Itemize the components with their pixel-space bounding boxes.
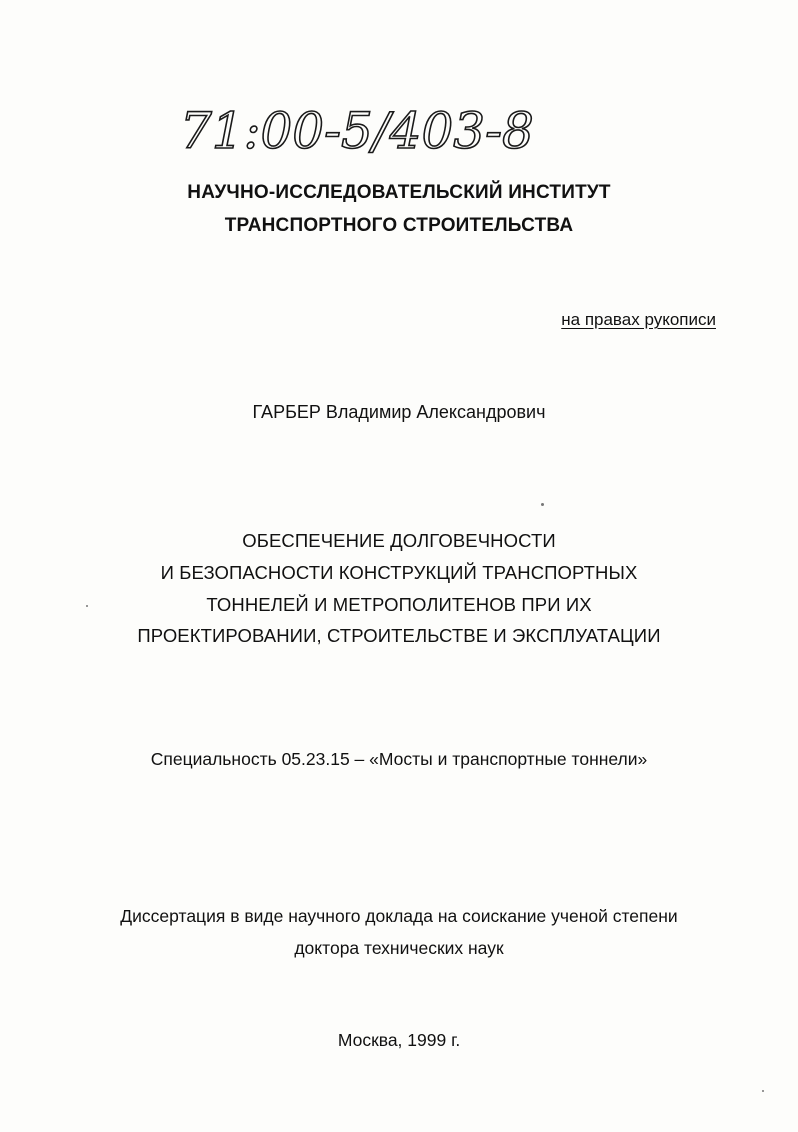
dissertation-type-line-1: Диссертация в виде научного доклада на соискание ученой степени — [120, 906, 678, 926]
scan-speck — [541, 503, 544, 506]
manuscript-rights-note: на правах рукописи — [561, 310, 716, 329]
institute-name-line-1: НАУЧНО-ИССЛЕДОВАТЕЛЬСКИЙ ИНСТИТУТ — [187, 182, 611, 203]
dissertation-type-line-2: доктора технических наук — [294, 938, 504, 958]
specialty: Специальность 05.23.15 – «Мосты и транспортные тоннели» — [150, 749, 648, 769]
institute-name-line-2: ТРАНСПОРТНОГО СТРОИТЕЛЬСТВА — [224, 215, 574, 236]
author-name: ГАРБЕР Владимир Александрович — [252, 402, 546, 422]
scan-speck — [86, 605, 88, 607]
archive-code-text: 71:00-5/403-8 — [180, 102, 534, 160]
title-line-2: И БЕЗОПАСНОСТИ КОНСТРУКЦИЙ ТРАНСПОРТНЫХ — [160, 562, 638, 583]
title-line-1: ОБЕСПЕЧЕНИЕ ДОЛГОВЕЧНОСТИ — [242, 530, 556, 551]
handwritten-archive-code — [0, 0, 798, 180]
title-line-3: ТОННЕЛЕЙ И МЕТРОПОЛИТЕНОВ ПРИ ИХ — [206, 594, 592, 615]
place-and-year: Москва, 1999 г. — [337, 1030, 461, 1050]
scan-speck — [762, 1090, 764, 1092]
title-line-4: ПРОЕКТИРОВАНИИ, СТРОИТЕЛЬСТВЕ И ЭКСПЛУАТАЦИИ — [137, 625, 661, 646]
